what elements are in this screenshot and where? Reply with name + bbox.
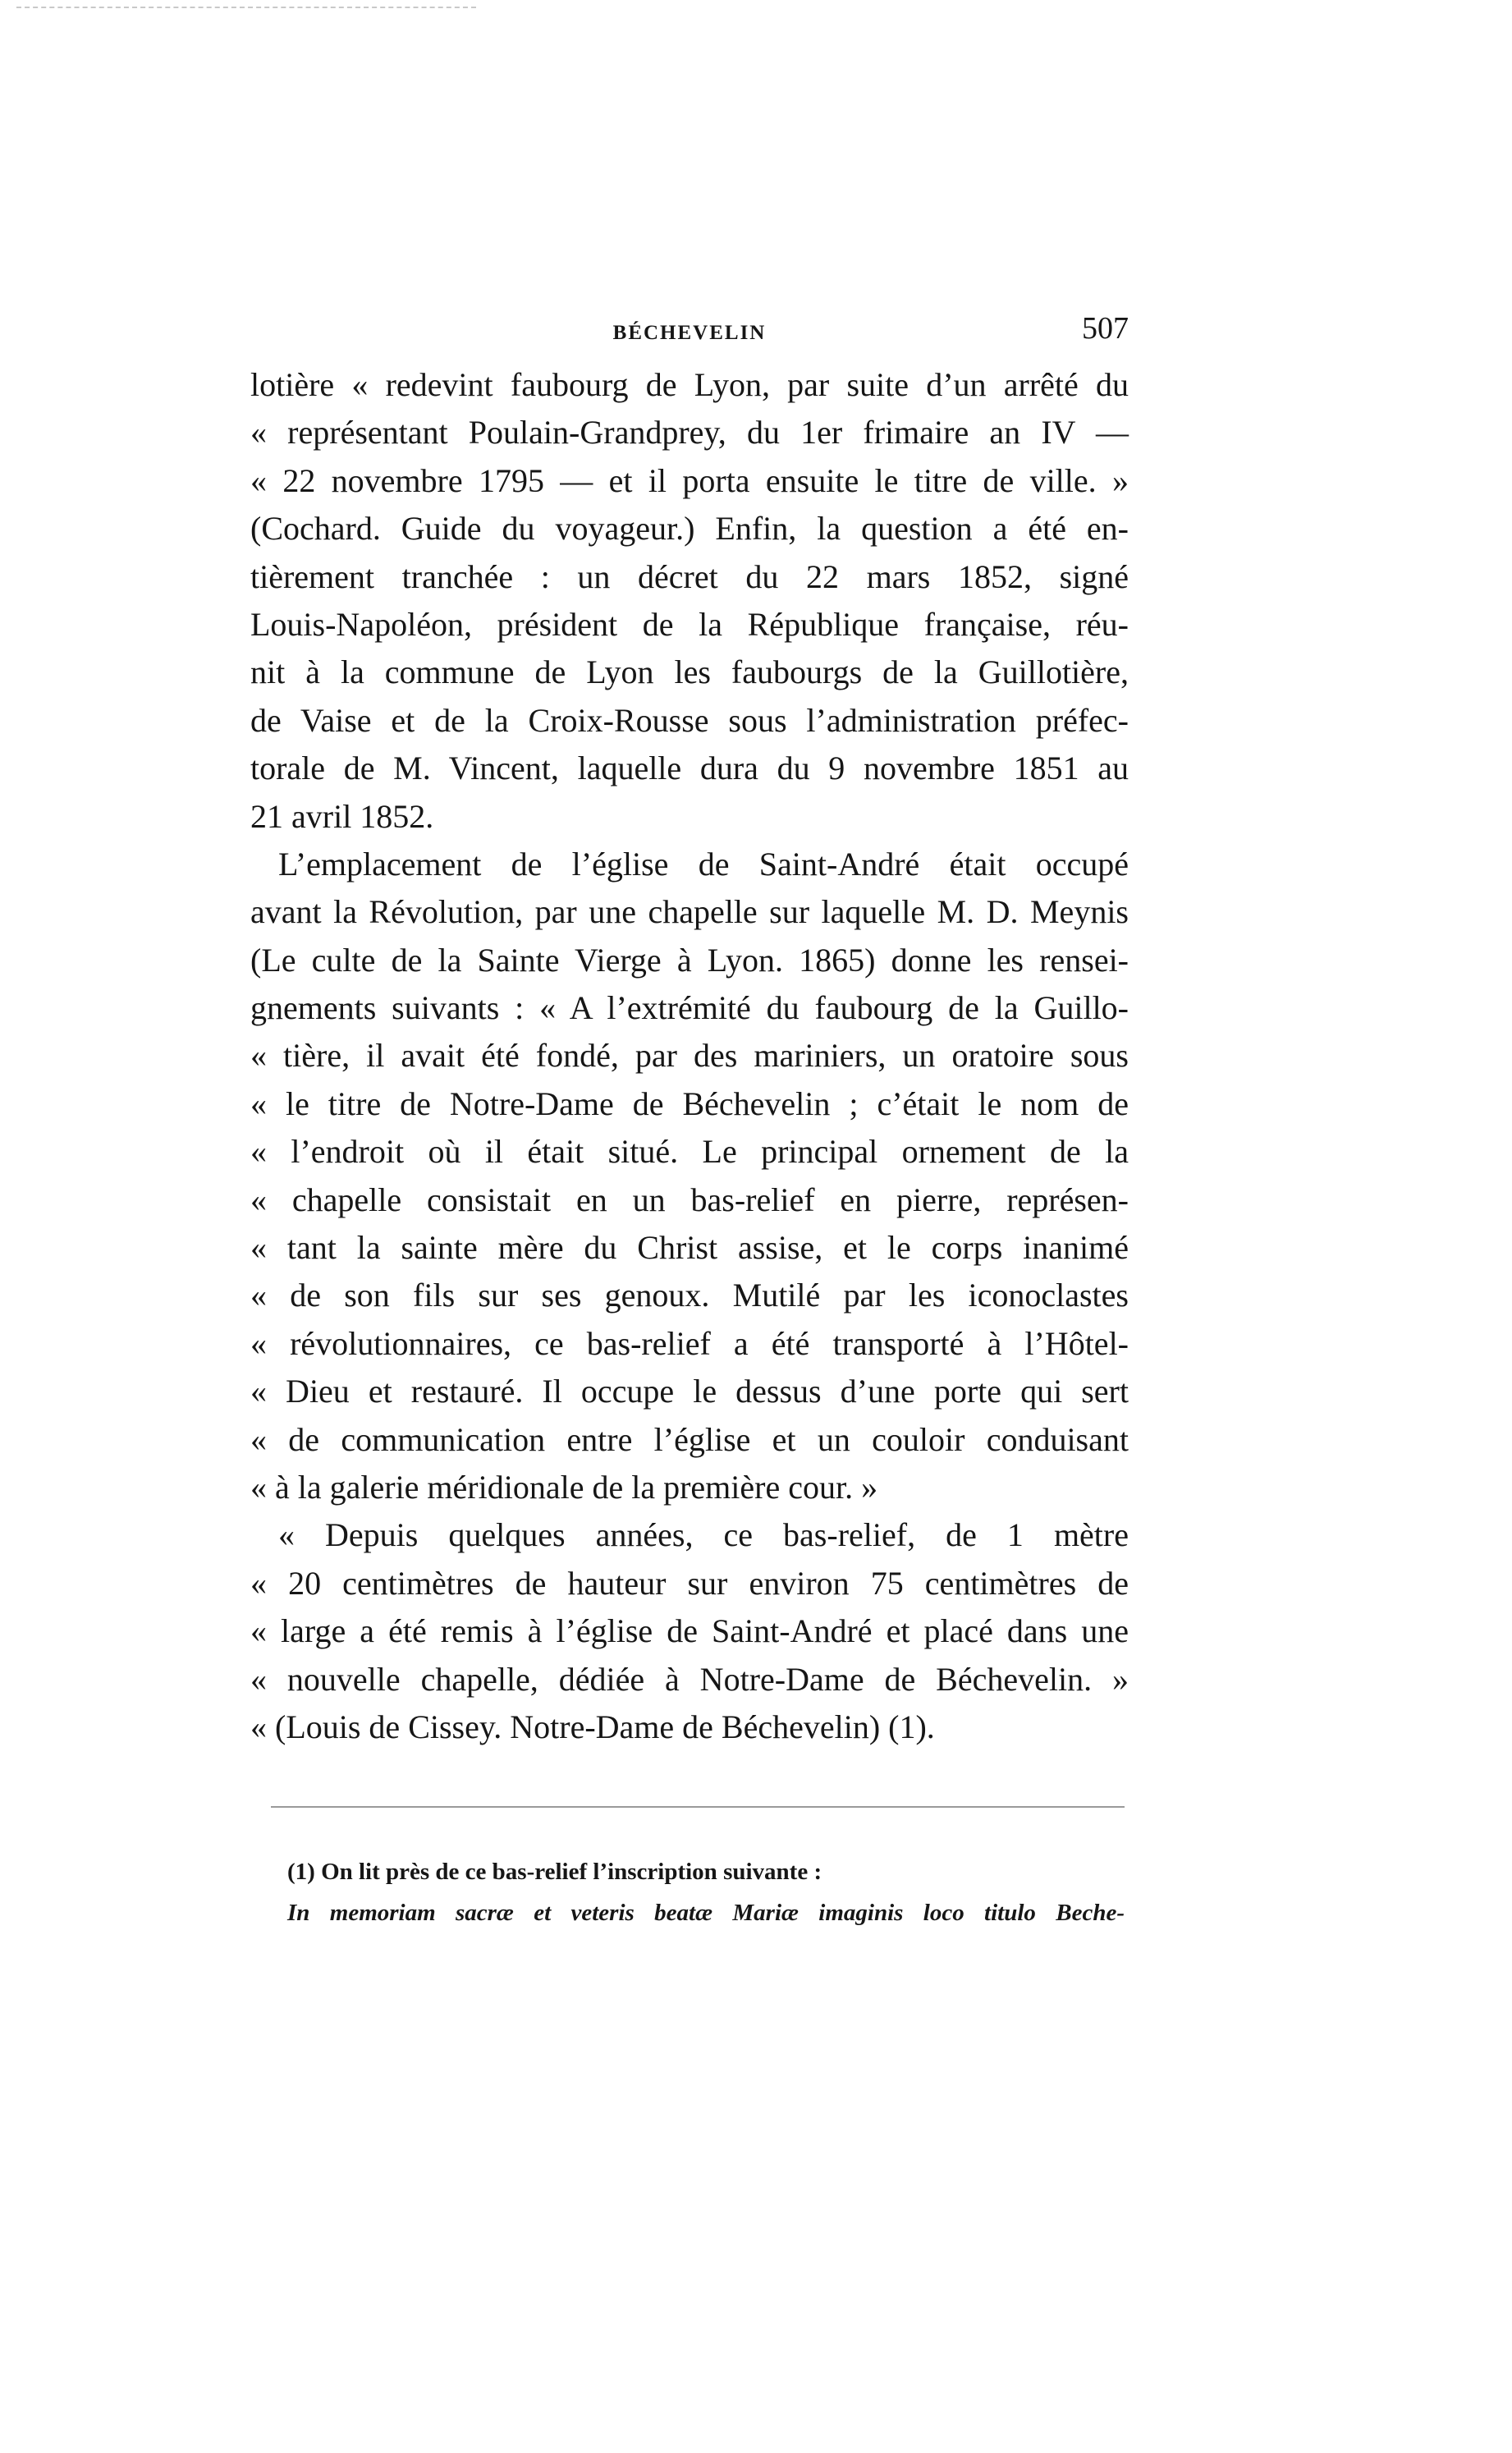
text-line: de Vaise et de la Croix-Rousse sous l’administration préfec- xyxy=(250,701,1129,739)
footnote-rule xyxy=(271,1806,1125,1808)
text-line: « (Louis de Cissey. Notre-Dame de Béchevelin) (1). xyxy=(250,1708,935,1745)
text-line: avant la Révolution, par une chapelle sur laquelle M. D. Meynis xyxy=(250,893,1129,931)
text-line: « tière, il avait été fondé, par des mariniers, un oratoire sous xyxy=(250,1037,1129,1075)
text-line: « tant la sainte mère du Christ assise, et le corps inanimé xyxy=(250,1229,1129,1267)
text-line: (Cochard. Guide du voyageur.) Enfin, la question a été en- xyxy=(250,510,1129,548)
text-line: « le titre de Notre-Dame de Béchevelin ; c’était le nom de xyxy=(250,1084,1129,1122)
text-line: « 22 novembre 1795 — et il porta ensuite le titre de ville. » xyxy=(250,461,1129,499)
text-line: « révolutionnaires, ce bas-relief a été transporté à l’Hôtel- xyxy=(250,1324,1129,1362)
text-line: tièrement tranchée : un décret du 22 mars 1852, signé xyxy=(250,557,1129,595)
running-head xyxy=(250,310,1129,356)
text-line: (Le culte de la Sainte Vierge à Lyon. 1865) donne les rensei- xyxy=(250,941,1129,979)
running-title: BÉCHEVELIN xyxy=(612,322,767,344)
text-line: nit à la commune de Lyon les faubourgs de la Guillotière, xyxy=(250,653,1129,691)
text-line: « large a été remis à l’église de Saint-André et placé dans une xyxy=(250,1612,1129,1650)
text-line: « nouvelle chapelle, dédiée à Notre-Dame de Béchevelin. » xyxy=(250,1660,1129,1698)
scan-edge-mark xyxy=(16,7,476,8)
page-number: 507 xyxy=(1082,311,1129,346)
text-line: « à la galerie méridionale de la première cour. » xyxy=(250,1468,878,1506)
text-line: « de communication entre l’église et un couloir conduisant xyxy=(250,1420,1129,1458)
text-line: « Dieu et restauré. Il occupe le dessus d’une porte qui sert xyxy=(250,1373,1129,1410)
text-line: « représentant Poulain-Grandprey, du 1er frimaire an IV — xyxy=(250,414,1129,452)
footnote-line: In memoriam sacræ et veteris beatæ Mariæ imaginis loco titulo Beche- xyxy=(287,1900,1125,1926)
text-line: « de son fils sur ses genoux. Mutilé par les iconoclastes xyxy=(250,1277,1129,1314)
footnote-line: (1) On lit près de ce bas-relief l’inscription suivante : xyxy=(287,1859,822,1885)
text-line: « l’endroit où il était situé. Le principal ornement de la xyxy=(250,1133,1129,1171)
text-line: « chapelle consistait en un bas-relief en pierre, représen- xyxy=(250,1181,1129,1218)
body-text xyxy=(250,361,1129,1751)
text-line: gnements suivants : « A l’extrémité du faubourg de la Guillo- xyxy=(250,989,1129,1027)
text-line: Louis-Napoléon, président de la République française, réu- xyxy=(250,605,1129,643)
text-line: torale de M. Vincent, laquelle dura du 9 novembre 1851 au xyxy=(250,750,1129,787)
text-line: 21 avril 1852. xyxy=(250,797,434,835)
text-line: lotière « redevint faubourg de Lyon, par suite d’un arrêté du xyxy=(250,366,1129,403)
footnotes xyxy=(287,1851,1125,1933)
text-line: « Depuis quelques années, ce bas-relief, de 1 mètre xyxy=(278,1516,1129,1554)
text-line: L’emplacement de l’église de Saint-André était occupé xyxy=(278,845,1129,883)
text-line: « 20 centimètres de hauteur sur environ 75 centimètres de xyxy=(250,1564,1129,1602)
